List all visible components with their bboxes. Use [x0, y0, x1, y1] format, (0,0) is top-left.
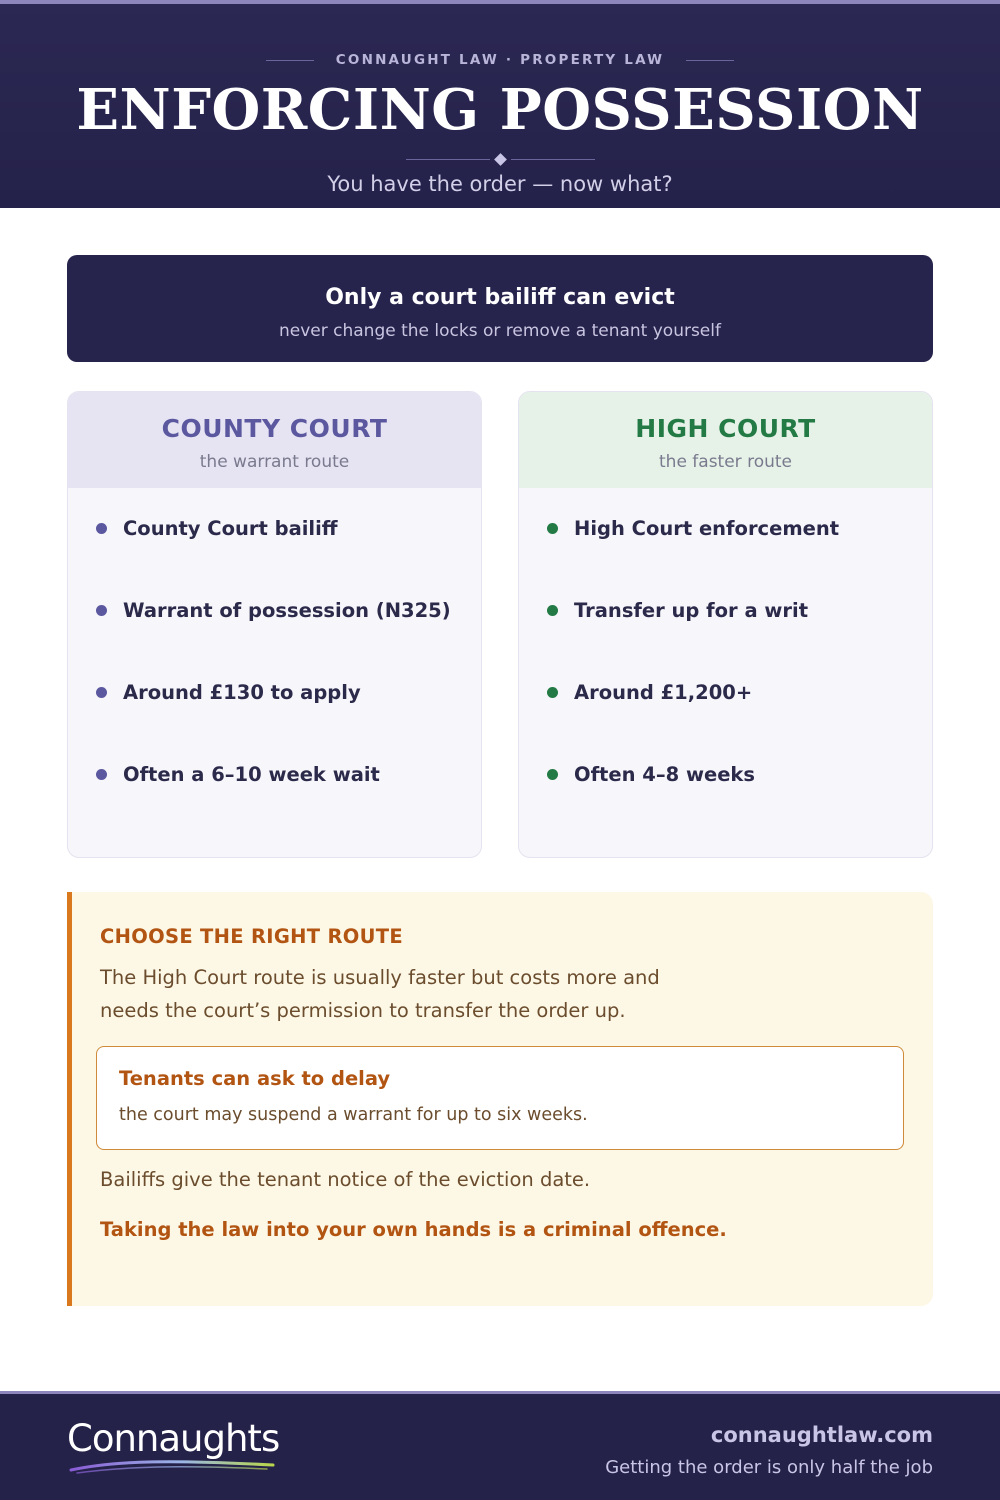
delay-callout-text: the court may suspend a warrant for up to six weeks.: [119, 1105, 588, 1125]
bullet-icon: [547, 769, 558, 780]
banner-title: Only a court bailiff can evict: [325, 285, 675, 310]
list-item-text: County Court bailiff: [123, 516, 338, 540]
list-item: [547, 759, 755, 789]
bullet-icon: [96, 605, 107, 616]
county-card-subtitle: the warrant route: [199, 452, 350, 472]
note-title: CHOOSE THE RIGHT ROUTE: [100, 925, 404, 948]
list-item: [96, 677, 361, 707]
diamond-icon: [494, 153, 507, 166]
footer: [0, 1391, 1000, 1500]
footer-tagline: Getting the order is only half the job: [605, 1457, 933, 1478]
route-note: [67, 892, 933, 1306]
kicker-row: [0, 50, 1000, 70]
high-court-card: [518, 391, 933, 858]
delay-callout: [96, 1046, 904, 1150]
bullet-icon: [96, 687, 107, 698]
list-item-text: Around £130 to apply: [123, 680, 361, 704]
kicker-line-right: [686, 60, 734, 61]
county-card-title: COUNTY COURT: [161, 414, 388, 443]
list-item: [96, 595, 451, 625]
high-card-header: [519, 392, 932, 488]
list-item: [547, 677, 752, 707]
delay-callout-title: Tenants can ask to delay: [119, 1067, 391, 1090]
county-card-header: [68, 392, 481, 488]
kicker-line-left: [266, 60, 314, 61]
bullet-icon: [547, 605, 558, 616]
note-notice-line: Bailiffs give the tenant notice of the eviction date.: [100, 1168, 591, 1191]
website-link[interactable]: connaughtlaw.com: [710, 1423, 933, 1447]
logo-wordmark: Connaughts: [67, 1417, 280, 1460]
divider-line-right: [511, 159, 595, 160]
note-body: The High Court route is usually faster but costs more and needs the court’s permission to transfer the order up.: [100, 966, 660, 1022]
list-item-text: Often a 6–10 week wait: [123, 762, 380, 786]
bailiff-banner: [67, 255, 933, 362]
list-item: [96, 513, 338, 543]
banner-subtitle: never change the locks or remove a tenant yourself: [279, 321, 721, 341]
page-subtitle: You have the order — now what?: [327, 172, 673, 196]
list-item-text: High Court enforcement: [574, 516, 840, 540]
high-card-subtitle: the faster route: [659, 452, 792, 472]
note-warning: Taking the law into your own hands is a criminal offence.: [100, 1218, 727, 1241]
list-item-text: Transfer up for a writ: [574, 598, 809, 622]
page-title: ENFORCING POSSESSION: [76, 77, 924, 143]
high-card-title: HIGH COURT: [635, 414, 816, 443]
bullet-icon: [96, 523, 107, 534]
bullet-icon: [547, 523, 558, 534]
bullet-icon: [547, 687, 558, 698]
list-item: [547, 513, 839, 543]
kicker: CONNAUGHT LAW · PROPERTY LAW: [335, 52, 665, 68]
divider-line-left: [406, 159, 490, 160]
bullet-icon: [96, 769, 107, 780]
county-court-card: [67, 391, 482, 858]
list-item-text: Around £1,200+: [574, 680, 753, 704]
title-divider: [0, 150, 1000, 168]
logo-swoosh-icon: [67, 1456, 277, 1476]
list-item-text: Warrant of possession (N325): [123, 598, 451, 622]
connaughts-logo: [67, 1416, 287, 1476]
list-item: [547, 595, 808, 625]
list-item-text: Often 4–8 weeks: [574, 762, 755, 786]
header: [0, 0, 1000, 208]
list-item: [96, 759, 380, 789]
